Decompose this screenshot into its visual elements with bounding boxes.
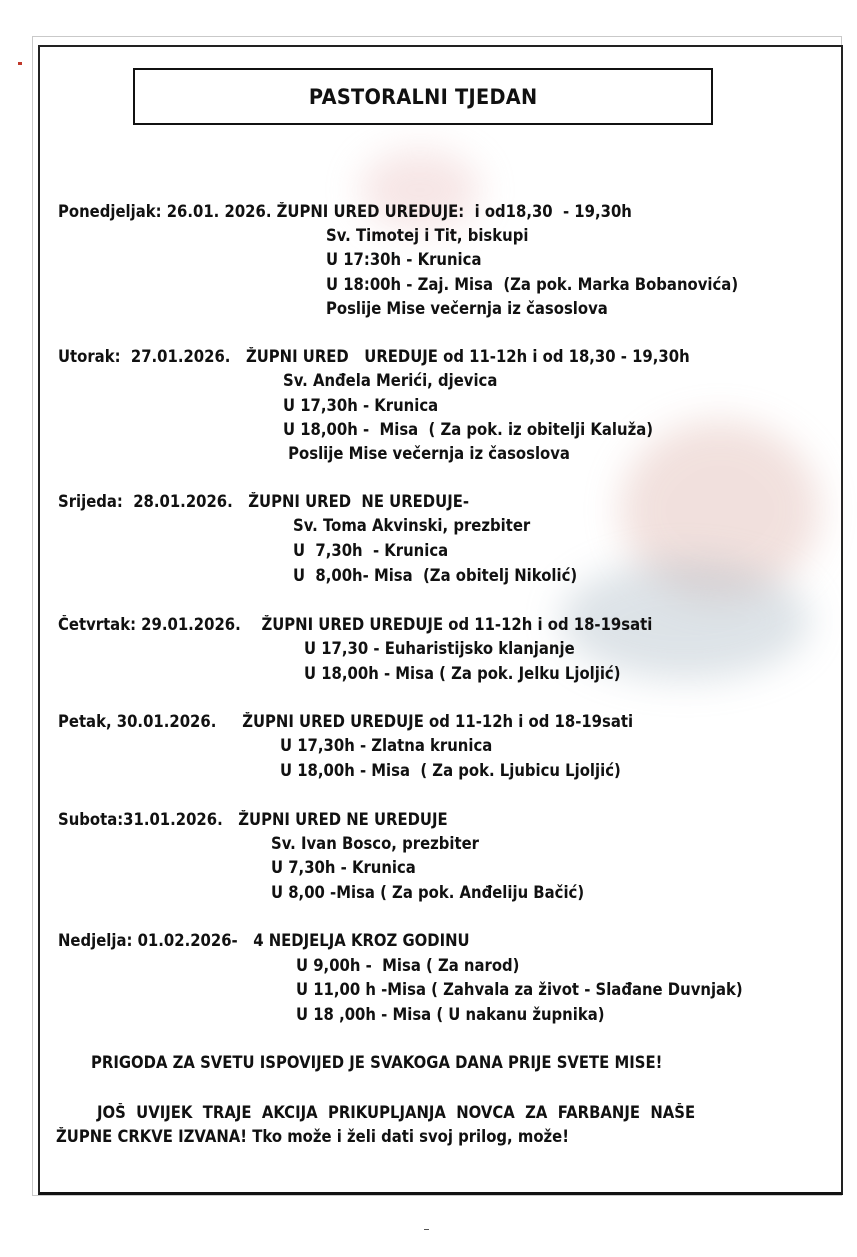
day-header: Subota:31.01.2026. ŽUPNI URED NE UREDUJE	[58, 810, 448, 829]
day-line: U 18,00h - Misa ( Za pok. Ljubicu Ljoljić)	[280, 761, 621, 780]
day-line: U 18,00h - Misa ( Za pok. iz obitelji Kaluža)	[283, 420, 654, 439]
collection-notice-line1: JOŠ UVIJEK TRAJE AKCIJA PRIKUPLJANJA NOVCA ZA FARBANJE NAŠE	[97, 1103, 696, 1122]
day-line: U 11,00 h -Misa ( Zahvala za život - Slađane Duvnjak)	[296, 980, 743, 999]
day-line: Sv. Timotej i Tit, biskupi	[326, 226, 529, 245]
day-line: U 9,00h - Misa ( Za narod)	[296, 956, 520, 975]
day-line: Sv. Ivan Bosco, prezbiter	[271, 834, 480, 853]
day-header: Utorak: 27.01.2026. ŽUPNI URED UREDUJE od 11-12h i od 18,30 - 19,30h	[58, 347, 690, 366]
day-line: U 17:30h - Krunica	[326, 250, 482, 269]
collection-notice-line2: ŽUPNE CRKVE IZVANA! Tko može i želi dati svoj prilog, može!	[56, 1127, 570, 1146]
page-title: PASTORALNI TJEDAN	[308, 84, 538, 109]
scan-mark	[424, 1229, 429, 1230]
day-line: U 17,30 - Euharistijsko klanjanje	[304, 639, 575, 658]
day-line: Poslije Mise večernja iz časoslova	[283, 444, 570, 463]
day-header: Srijeda: 28.01.2026. ŽUPNI URED NE UREDUJE-	[58, 492, 470, 511]
day-line: U 18 ,00h - Misa ( U nakanu župnika)	[296, 1005, 605, 1024]
day-line: U 17,30h - Krunica	[283, 396, 439, 415]
day-header: Četvrtak: 29.01.2026. ŽUPNI URED UREDUJE od 11-12h i od 18-19sati	[58, 615, 653, 634]
day-header: Petak, 30.01.2026. ŽUPNI URED UREDUJE od 11-12h i od 18-19sati	[58, 712, 634, 731]
day-line: Poslije Mise večernja iz časoslova	[326, 299, 608, 318]
day-header: Nedjelja: 01.02.2026- 4 NEDJELJA KROZ GODINU	[58, 931, 470, 950]
scan-mark	[18, 62, 22, 65]
day-line: U 18:00h - Zaj. Misa (Za pok. Marka Bobanovića)	[326, 275, 739, 294]
day-line: U 18,00h - Misa ( Za pok. Jelku Ljoljić)	[304, 664, 621, 683]
day-line: U 7,30h - Krunica	[271, 858, 416, 877]
day-line: U 7,30h - Krunica	[293, 541, 449, 560]
day-line: U 17,30h - Zlatna krunica	[280, 736, 493, 755]
day-line: Sv. Anđela Merići, djevica	[283, 371, 498, 390]
day-line: Sv. Toma Akvinski, prezbiter	[293, 516, 531, 535]
day-header: Ponedjeljak: 26.01. 2026. ŽUPNI URED UREDUJE: i od18,30 - 19,30h	[58, 202, 632, 221]
confession-notice: PRIGODA ZA SVETU ISPOVIJED JE SVAKOGA DANA PRIJE SVETE MISE!	[91, 1053, 663, 1072]
day-line: U 8,00 -Misa ( Za pok. Anđeliju Bačić)	[271, 883, 585, 902]
title-box	[133, 68, 713, 125]
day-line: U 8,00h- Misa (Za obitelj Nikolić)	[293, 566, 578, 585]
